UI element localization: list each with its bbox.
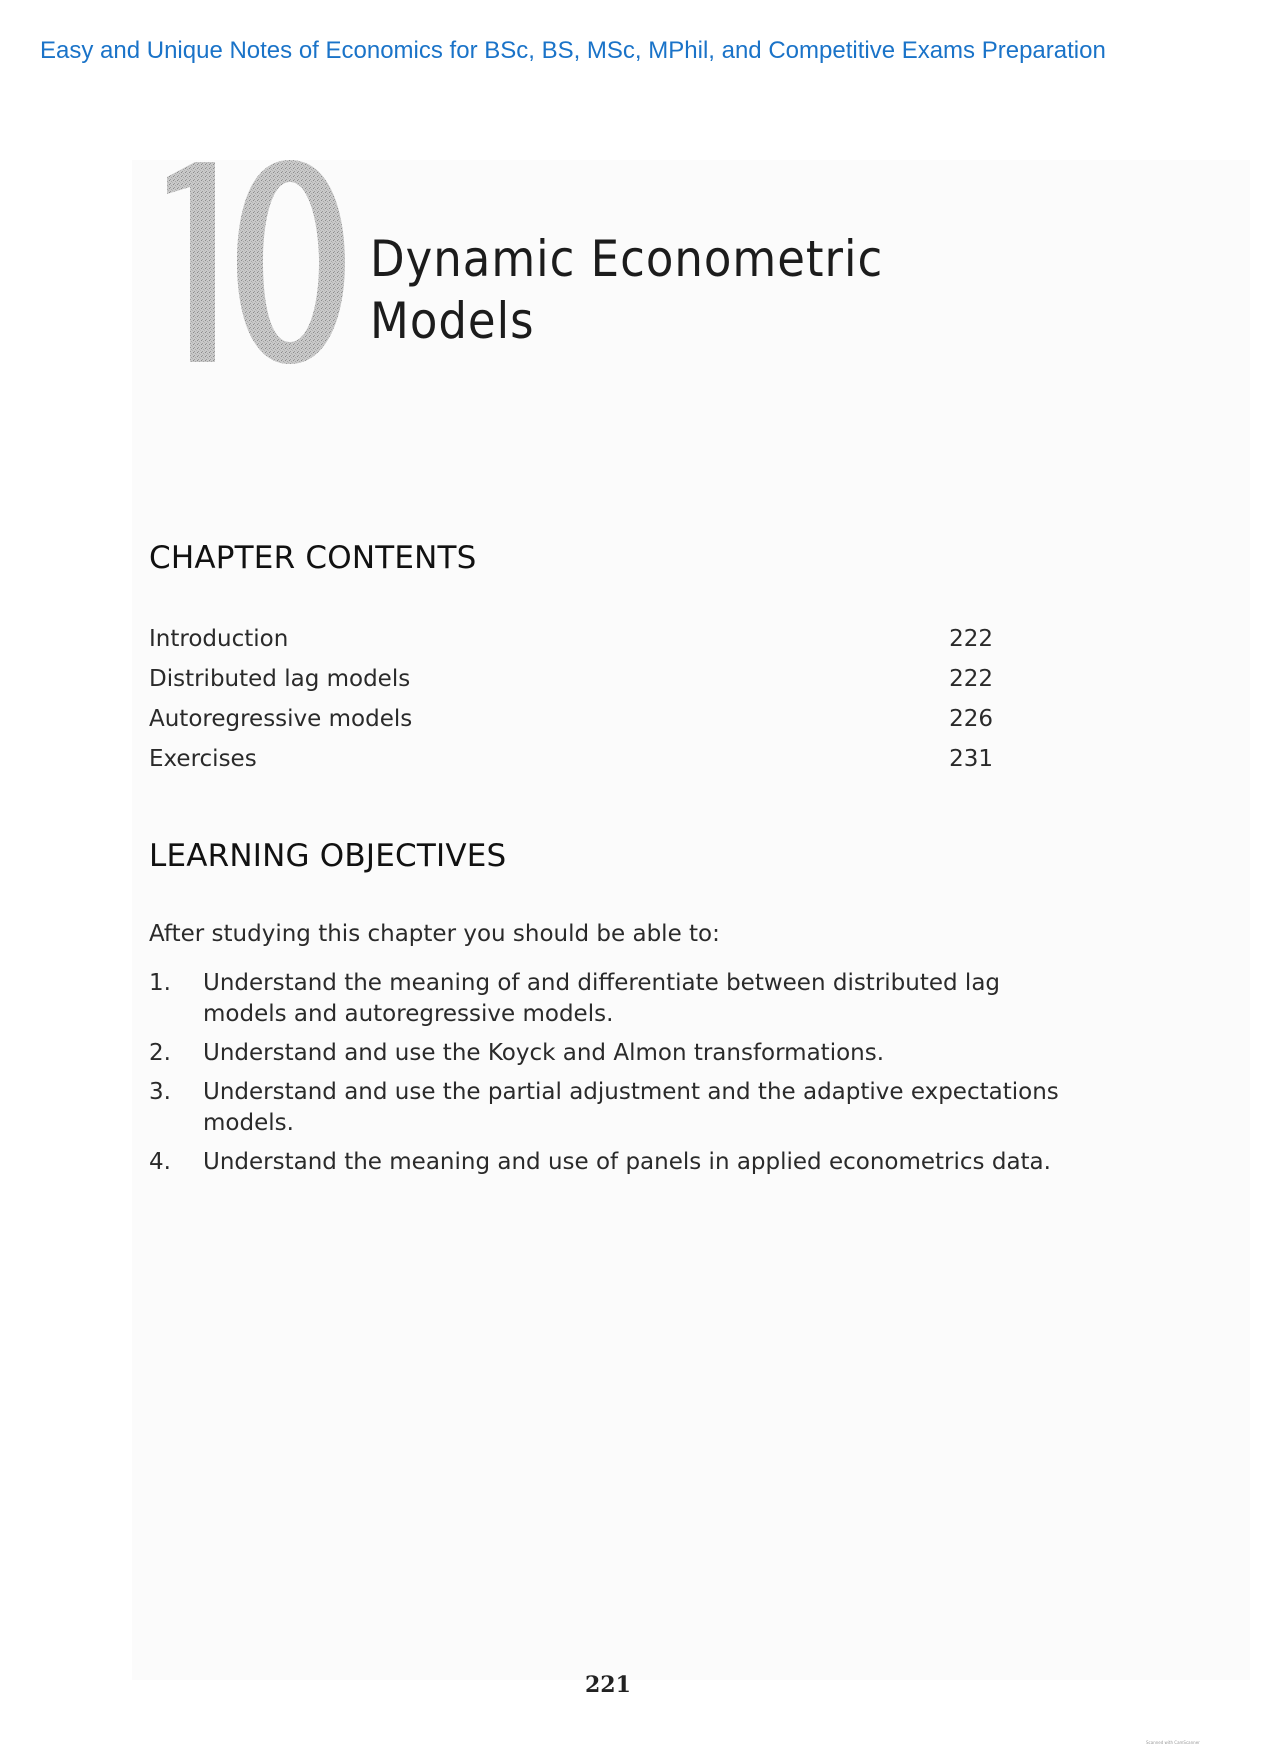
objective-number: 4. — [149, 1149, 171, 1175]
contents-entry-page: 222 — [949, 666, 993, 692]
objective-item — [149, 1077, 1089, 1139]
chapter-contents-list — [149, 626, 993, 786]
objective-text: Understand and use the partial adjustment and the adaptive expectations models. — [203, 1079, 1059, 1136]
chapter-title — [370, 228, 883, 352]
contents-row — [149, 666, 993, 706]
objective-text: Understand the meaning and use of panels in applied econometrics data. — [203, 1149, 1051, 1175]
chapter-contents-heading: CHAPTER CONTENTS — [149, 540, 477, 576]
contents-entry-page: 226 — [949, 706, 993, 732]
objective-item — [149, 1038, 1089, 1069]
objective-item — [149, 968, 1089, 1030]
page-number: 221 — [585, 1672, 631, 1698]
contents-entry-label: Distributed lag models — [149, 666, 411, 692]
contents-entry-label: Exercises — [149, 746, 257, 772]
learning-objectives-list — [149, 968, 1089, 1186]
objective-text: Understand the meaning of and differentiate between distributed lag models and autoregressive models. — [203, 970, 1001, 1027]
objective-item — [149, 1147, 1089, 1178]
contents-row — [149, 706, 993, 746]
contents-row — [149, 626, 993, 666]
contents-entry-label: Introduction — [149, 626, 289, 652]
chapter-title-line-2: Models — [370, 292, 535, 350]
contents-entry-page: 231 — [949, 746, 993, 772]
contents-row — [149, 746, 993, 786]
learning-objectives-heading: LEARNING OBJECTIVES — [149, 838, 507, 874]
objective-text: Understand and use the Koyck and Almon transformations. — [203, 1040, 885, 1066]
contents-entry-page: 222 — [949, 626, 993, 652]
scanner-watermark: Scanned with CamScanner — [1146, 1740, 1200, 1745]
chapter-number-graphic — [165, 132, 350, 392]
objective-number: 2. — [149, 1040, 171, 1066]
objectives-intro: After studying this chapter you should be able to: — [149, 921, 720, 947]
objective-number: 1. — [149, 970, 171, 996]
header-banner: Easy and Unique Notes of Economics for BSc, BS, MSc, MPhil, and Competitive Exams Preparation — [40, 37, 1106, 64]
chapter-title-line-1: Dynamic Econometric — [370, 230, 884, 288]
contents-entry-label: Autoregressive models — [149, 706, 413, 732]
objective-number: 3. — [149, 1079, 171, 1105]
